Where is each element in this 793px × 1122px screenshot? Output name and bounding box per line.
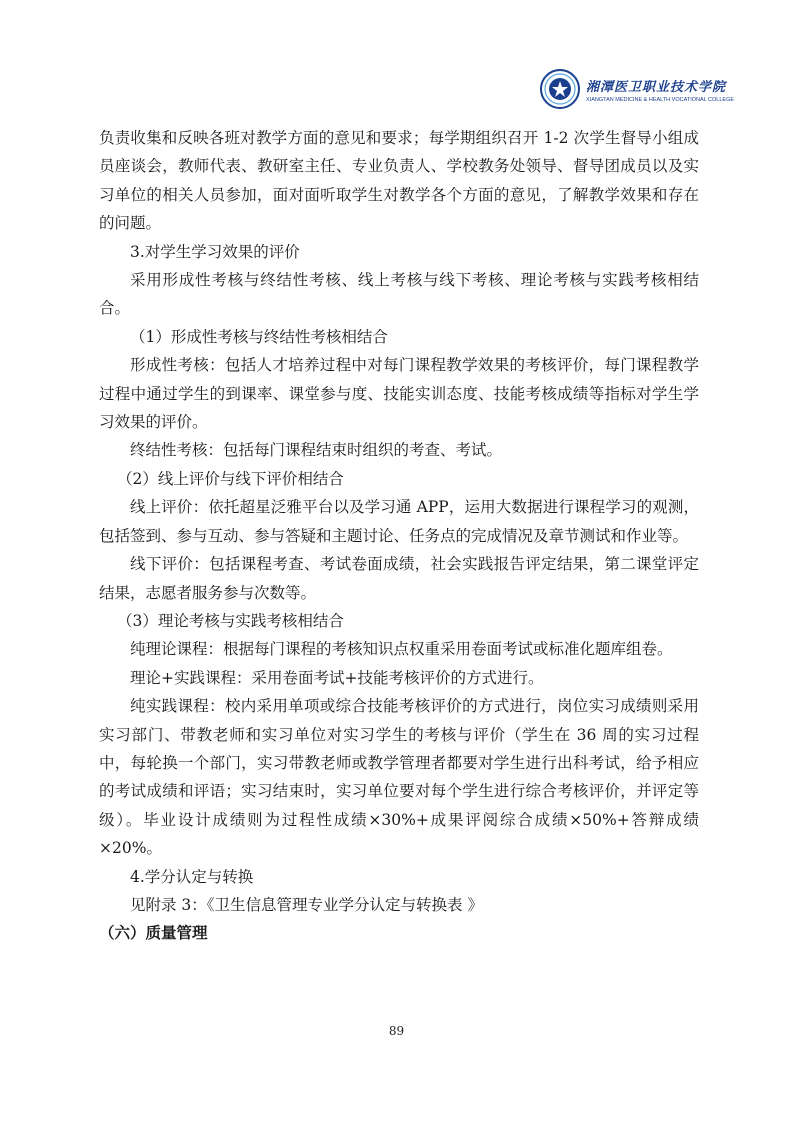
- college-emblem-icon: [538, 68, 582, 110]
- subheading-formative-summative: （1）形成性考核与终结性考核相结合: [130, 327, 388, 346]
- paragraph-pure-theory: 纯理论课程：根据每门课程的考核知识点权重采用卷面考试或标准化题库组卷。: [130, 640, 673, 659]
- paragraph-offline: 线下评价：包括课程考查、考试卷面成绩，社会实践报告评定结果，第二课堂评定结果，志愿者服务参与次数等。: [99, 555, 699, 602]
- paragraph-feedback: 负责收集和反映各班对教学方面的意见和要求；每学期组织召开 1-2 次学生督导小组成员座谈会，教师代表、教研室主任、专业负责人、学校教务处领导、督导团成员以及实习单位的相关人员参加，面对面听取学生对教学各个方面的意见，了解教学效果和存在的问题。: [99, 129, 699, 233]
- page-number: 89: [388, 1024, 405, 1038]
- paragraph-formative: 形成性考核：包括人才培养过程中对每门课程教学效果的考核评价，每门课程教学过程中通过学生的到课率、课堂参与度、技能实训态度、技能考核成绩等指标对学生学习效果的评价。: [99, 356, 699, 432]
- college-logo: [538, 68, 735, 110]
- paragraph-pure-practice: 纯实践课程：校内采用单项或综合技能考核评价的方式进行，岗位实习成绩则采用实习部门、带教老师和实习单位对实习学生的考核与评价（学生在 36 周的实习过程中，每轮换一个部门，实习带教老师或教学管理者都要对学生进行出科考试，给予相应的考试成绩和评语；实习结束时，实习单位要对每个学生进行综合考核评价，并评定等级）。毕业设计成绩则为过程性成绩×30%+成果评阅综合成绩×50%+答辩成绩×20%。: [99, 697, 699, 858]
- section-heading-quality: （六）质量管理: [99, 923, 208, 943]
- paragraph-theory-practice: 理论+实践课程：采用卷面考试+技能考核评价的方式进行。: [130, 668, 544, 687]
- paragraph-appendix-ref: 见附录 3：《卫生信息管理专业学分认定与转换表 》: [130, 895, 483, 914]
- subheading-online-offline: （2）线上评价与线下评价相结合: [117, 469, 344, 488]
- paragraph-assessment-methods: 采用形成性考核与终结性考核、线上考核与线下考核、理论考核与实践考核相结合。: [99, 271, 699, 318]
- paragraph-summative: 终结性考核：包括每门课程结束时组织的考查、考试。: [130, 441, 503, 460]
- college-name-cn: 湘潭医卫职业技术学院: [586, 79, 727, 95]
- subheading-theory-practice: （3）理论考核与实践考核相结合: [117, 611, 344, 630]
- heading-credit-transfer: 4.学分认定与转换: [130, 867, 254, 886]
- college-name-en: XIANGTAN MEDICINE & HEALTH VOCATIONAL COLLEGE: [586, 96, 735, 103]
- document-body: [99, 124, 699, 948]
- heading-learning-evaluation: 3.对学生学习效果的评价: [130, 242, 300, 261]
- paragraph-online: 线上评价：依托超星泛雅平台以及学习通 APP，运用大数据进行课程学习的观测，包括签到、参与互动、参与答疑和主题讨论、任务点的完成情况及章节测试和作业等。: [99, 498, 699, 545]
